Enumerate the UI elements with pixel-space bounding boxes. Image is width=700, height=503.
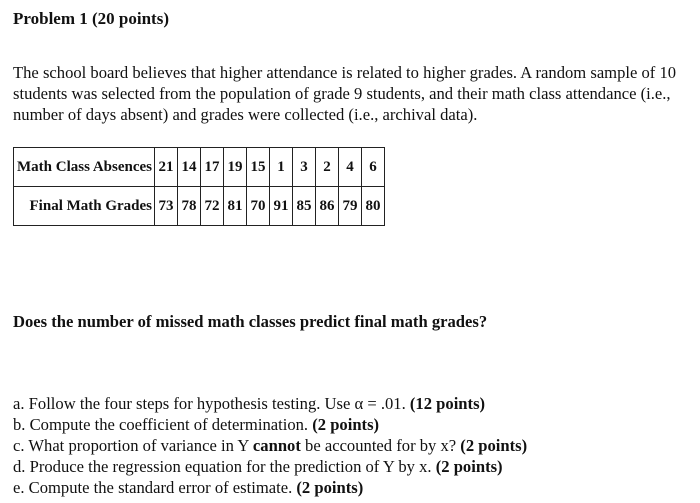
row-label: Math Class Absences bbox=[14, 148, 155, 187]
table-cell: 2 bbox=[316, 148, 339, 187]
table-row-absences bbox=[14, 148, 385, 187]
table-cell: 72 bbox=[201, 187, 224, 226]
table-cell: 79 bbox=[339, 187, 362, 226]
table-cell: 91 bbox=[270, 187, 293, 226]
table-cell: 78 bbox=[178, 187, 201, 226]
table-cell: 80 bbox=[362, 187, 385, 226]
table-cell: 19 bbox=[224, 148, 247, 187]
part-text: e. Compute the standard error of estimate. bbox=[13, 478, 297, 497]
part-points: (12 points) bbox=[409, 394, 486, 413]
part-text: d. Produce the regression equation for the prediction of Y by x. bbox=[13, 457, 436, 476]
table-cell: 85 bbox=[293, 187, 316, 226]
part-text: a. Follow the four steps for hypothesis testing. Use α = .01. bbox=[13, 394, 410, 413]
part-d bbox=[13, 456, 527, 477]
part-points: (2 points) bbox=[296, 478, 364, 497]
table-cell: 14 bbox=[178, 148, 201, 187]
table-cell: 73 bbox=[155, 187, 178, 226]
table-cell: 3 bbox=[293, 148, 316, 187]
problem-title: Problem 1 (20 points) bbox=[13, 9, 169, 28]
part-points: (2 points) bbox=[460, 436, 528, 455]
table-cell: 17 bbox=[201, 148, 224, 187]
table-cell: 21 bbox=[155, 148, 178, 187]
table-cell: 4 bbox=[339, 148, 362, 187]
problem-intro: The school board believes that higher attendance is related to higher grades. A random sample of 10 students was selected from the population of grade 9 students, and their math class attendance (i.e., number of days absent) and grades were collected (i.e., archival data). bbox=[13, 63, 677, 124]
part-b bbox=[13, 414, 527, 435]
table-row-grades bbox=[14, 187, 385, 226]
table-cell: 70 bbox=[247, 187, 270, 226]
part-c bbox=[13, 435, 527, 456]
table-cell: 81 bbox=[224, 187, 247, 226]
problem-parts bbox=[13, 393, 527, 498]
part-text: c. What proportion of variance in Y bbox=[13, 436, 253, 455]
part-points: (2 points) bbox=[435, 457, 503, 476]
row-label: Final Math Grades bbox=[14, 187, 155, 226]
part-points: (2 points) bbox=[312, 415, 380, 434]
research-question: Does the number of missed math classes predict final math grades? bbox=[13, 312, 488, 331]
table-cell: 15 bbox=[247, 148, 270, 187]
part-emphasis: cannot bbox=[252, 436, 301, 455]
table-cell: 1 bbox=[270, 148, 293, 187]
part-text: b. Compute the coefficient of determination. bbox=[13, 415, 313, 434]
part-e bbox=[13, 477, 527, 498]
part-text-after: be accounted for by x? bbox=[300, 436, 461, 455]
data-table bbox=[13, 147, 385, 226]
table-cell: 86 bbox=[316, 187, 339, 226]
table-cell: 6 bbox=[362, 148, 385, 187]
part-a bbox=[13, 393, 527, 414]
